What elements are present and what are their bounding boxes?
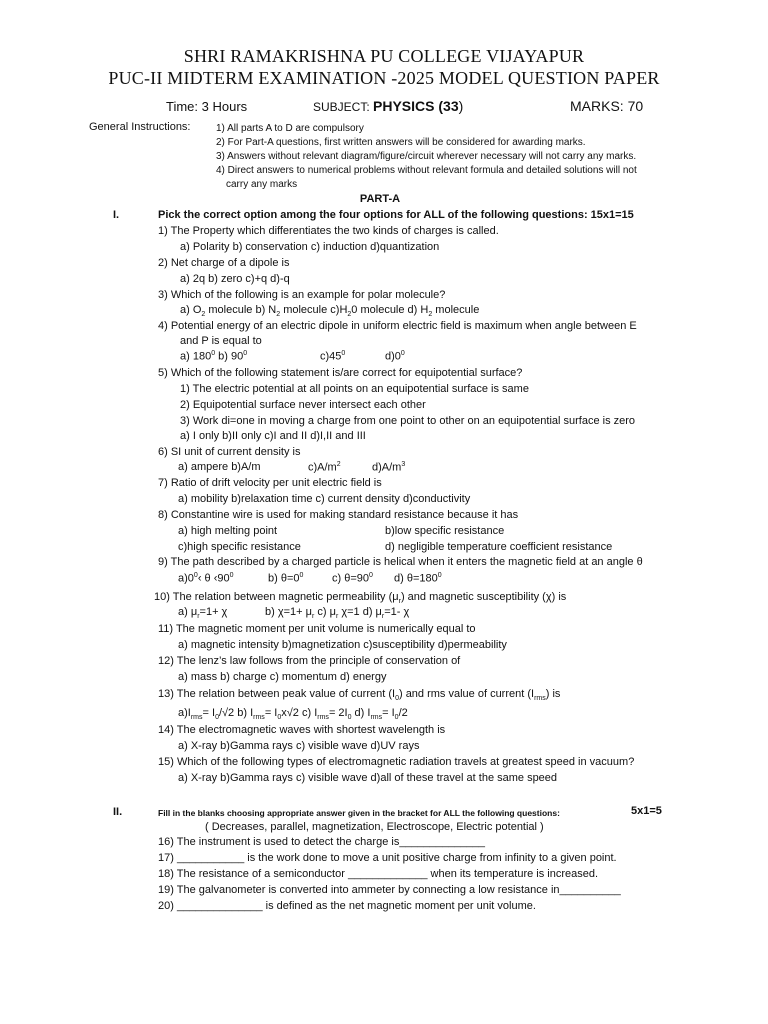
section-1-heading: Pick the correct option among the four options for ALL of the following questions: 15x1=15 <box>158 209 634 221</box>
subscript: 0 <box>347 714 352 722</box>
superscript: 2 <box>336 461 341 468</box>
subscript: 0 <box>215 714 219 722</box>
question-12: 12) The lenz’s law follows from the principle of conservation of <box>158 655 461 667</box>
opt-text: a) O <box>180 304 202 316</box>
q-text: ) and rms value of current (I <box>398 688 535 700</box>
subscript: 0 <box>394 714 399 722</box>
subscript: 2 <box>428 311 433 319</box>
question-4-option-d <box>385 350 405 363</box>
question-4-options <box>180 350 247 363</box>
subscript: 0 <box>395 695 399 703</box>
q-text: 13) The relation between peak value of current (I <box>158 688 396 700</box>
opt-text: c) θ=90 <box>332 572 369 585</box>
question-2: 2) Net charge of a dipole is <box>158 257 290 269</box>
question-8-option-c: c)high specific resistance <box>178 541 301 553</box>
opt-text: a)I <box>178 707 191 719</box>
opt-text: χ=1 d) μ <box>338 606 382 618</box>
section-2-heading: Fill in the blanks choosing appropriate answer given in the bracket for ALL the following questions: <box>158 808 560 818</box>
subscript: r <box>381 613 385 621</box>
question-3: 3) Which of the following is an example for polar molecule? <box>158 289 446 301</box>
subscript: rms <box>370 714 383 722</box>
opt-text: /2 <box>398 707 408 719</box>
superscript: 0 <box>437 572 442 579</box>
question-19: 19) The galvanometer is converted into ammeter by connecting a low resistance in__________ <box>158 884 621 896</box>
subject <box>313 98 463 114</box>
opt-text: /√2 b) I <box>218 707 254 719</box>
question-11: 11) The magnetic moment per unit volume is numerically equal to <box>158 623 476 635</box>
opt-text: =1- χ <box>384 606 410 618</box>
question-10-option-a <box>178 606 227 620</box>
question-6: 6) SI unit of current density is <box>158 446 301 458</box>
subscript: r <box>335 613 339 621</box>
question-9-option-b <box>268 572 303 585</box>
opt-text: d)0 <box>385 350 401 363</box>
subscript: rms <box>253 714 265 722</box>
subscript: 2 <box>201 311 206 319</box>
subscript: r <box>197 613 200 621</box>
question-12-options: a) mass b) charge c) momentum d) energy <box>178 671 387 683</box>
opt-text: =1+ χ <box>199 606 228 618</box>
subscript: r <box>311 613 315 621</box>
opt-text: 0 molecule d) H <box>351 304 429 316</box>
superscript: 0 <box>369 572 373 579</box>
question-5-statement: 3) Work di=one in moving a charge from one point to other on an equipotential surface is zero <box>180 415 636 427</box>
opt-text: c)45 <box>320 350 342 363</box>
opt-text: ‹ θ ‹90 <box>197 572 230 585</box>
question-7: 7) Ratio of drift velocity per unit electric field is <box>158 477 382 489</box>
question-9-option-c <box>332 572 373 585</box>
question-15: 15) Which of the following types of electromagnetic radiation travels at greatest speed in vacuum? <box>158 756 635 768</box>
superscript: 0 <box>243 350 248 357</box>
subject-value: PHYSICS (33 <box>373 98 459 114</box>
question-5-statement: 2) Equipotential surface never intersect each other <box>180 399 426 411</box>
question-10-options-bcd <box>265 606 409 620</box>
question-8-option-a: a) high melting point <box>178 525 278 537</box>
subscript: r <box>398 598 401 606</box>
instructions-label: General Instructions: <box>89 121 191 133</box>
q-text: ) and magnetic susceptibility (χ) is <box>400 591 567 603</box>
question-11-options: a) magnetic intensity b)magnetization c)susceptibility d)permeability <box>178 639 507 651</box>
instruction-item: carry any marks <box>226 179 298 190</box>
question-15-options: a) X-ray b)Gamma rays c) visible wave d)all of these travel at the same speed <box>178 772 558 784</box>
opt-text: = I <box>202 707 216 719</box>
superscript: 0 <box>193 572 198 579</box>
instruction-item: 1) All parts A to D are compulsory <box>216 123 364 134</box>
question-5-statement: 1) The electric potential at all points on an equipotential surface is same <box>180 383 529 395</box>
opt-text: molecule c)H <box>280 304 348 316</box>
question-13-options <box>178 707 408 721</box>
question-13 <box>158 688 560 702</box>
opt-text: molecule b) N <box>205 304 277 316</box>
question-3-options <box>180 304 479 318</box>
question-20: 20) ______________ is defined as the net magnetic moment per unit volume. <box>158 900 536 912</box>
opt-text: b) 90 <box>215 350 244 363</box>
exam-time: Time: 3 Hours <box>166 99 248 114</box>
opt-text: = 2I <box>328 707 348 719</box>
question-1: 1) The Property which differentiates the two kinds of charges is called. <box>158 225 499 237</box>
subscript: rms <box>534 695 546 703</box>
opt-text: molecule <box>432 304 480 316</box>
question-4-option-c <box>320 350 345 363</box>
fill-blanks-choices: ( Decreases, parallel, magnetization, Electroscope, Electric potential ) <box>205 821 544 833</box>
question-4: 4) Potential energy of an electric dipole in uniform electric field is maximum when angle between E <box>158 320 637 332</box>
question-18: 18) The resistance of a semiconductor _____________ when its temperature is increased. <box>158 868 599 880</box>
subscript: 0 <box>277 714 282 722</box>
question-9-option-a <box>178 572 234 585</box>
instruction-item: 2) For Part-A questions, first written answers will be considered for awarding marks. <box>216 137 586 148</box>
question-1-options: a) Polarity b) conservation c) induction d)quantization <box>180 241 440 253</box>
subject-label: SUBJECT: <box>313 100 374 114</box>
question-9-option-d <box>394 572 442 585</box>
superscript: 3 <box>401 461 406 468</box>
question-9: 9) The path described by a charged particle is helical when it enters the magnetic field at an angle θ <box>158 556 643 568</box>
q-text: 10) The relation between magnetic permeability (μ <box>154 591 399 603</box>
opt-text: b) χ=1+ μ <box>265 606 312 618</box>
opt-text: = I <box>264 707 278 719</box>
question-2-options: a) 2q b) zero c)+q d)-q <box>180 273 290 285</box>
opt-text: a)0 <box>178 572 194 585</box>
question-6-option-c <box>308 461 341 474</box>
question-6-options-ab: a) ampere b)A/m <box>178 461 261 473</box>
opt-text: c)A/m <box>308 461 337 474</box>
opt-text: d)A/m <box>372 461 402 474</box>
opt-text: x√2 c) I <box>281 707 318 719</box>
question-8-option-b: b)low specific resistance <box>385 525 505 537</box>
question-17: 17) ___________ is the work done to move a unit positive charge from infinity to a given point. <box>158 852 617 864</box>
exam-title: PUC-II MIDTERM EXAMINATION -2025 MODEL QUESTION PAPER <box>108 68 660 88</box>
college-name: SHRI RAMAKRISHNA PU COLLEGE VIJAYAPUR <box>183 46 585 66</box>
question-10 <box>154 591 566 605</box>
opt-text: a) 180 <box>180 350 212 363</box>
question-4-cont: and P is equal to <box>180 335 262 347</box>
instruction-item: 4) Direct answers to numerical problems without relevant formula and detailed solutions will not <box>216 165 637 176</box>
question-6-option-d <box>372 461 405 474</box>
part-a-title: PART-A <box>359 193 401 205</box>
q-text: ) is <box>545 688 561 700</box>
superscript: 0 <box>400 350 405 357</box>
instruction-item: 3) Answers without relevant diagram/figure/circuit wherever necessary will not carry any marks. <box>216 151 637 162</box>
question-14-options: a) X-ray b)Gamma rays c) visible wave d)UV rays <box>178 740 420 752</box>
subscript: rms <box>190 714 203 722</box>
question-8-option-d: d) negligible temperature coefficient resistance <box>385 541 613 553</box>
exam-marks: MARKS: 70 <box>570 98 644 114</box>
question-5: 5) Which of the following statement is/are correct for equipotential surface? <box>158 367 523 379</box>
subscript: 2 <box>347 311 352 319</box>
opt-text: = I <box>382 707 395 719</box>
opt-text: a) μ <box>178 606 198 618</box>
section-2-marks: 5x1=5 <box>631 805 662 817</box>
superscript: 0 <box>211 350 216 357</box>
section-2-roman: II. <box>113 806 123 818</box>
superscript: 0 <box>341 350 346 357</box>
opt-text: d) θ=180 <box>394 572 438 585</box>
question-16: 16) The instrument is used to detect the charge is______________ <box>158 836 485 848</box>
question-5-options: a) I only b)II only c)I and II d)I,II and III <box>180 430 366 442</box>
subject-close: ) <box>458 98 464 114</box>
question-14: 14) The electromagnetic waves with shortest wavelength is <box>158 724 446 736</box>
subscript: 2 <box>276 311 281 319</box>
question-8: 8) Constantine wire is used for making standard resistance because it has <box>158 509 519 521</box>
subscript: rms <box>317 714 329 722</box>
section-1-roman: I. <box>113 209 120 221</box>
opt-text: b) θ=0 <box>268 572 300 585</box>
question-7-options: a) mobility b)relaxation time c) current density d)conductivity <box>178 493 471 505</box>
opt-text: d) I <box>351 707 371 719</box>
opt-text: c) μ <box>314 606 336 618</box>
superscript: 0 <box>299 572 304 579</box>
superscript: 0 <box>229 572 234 579</box>
